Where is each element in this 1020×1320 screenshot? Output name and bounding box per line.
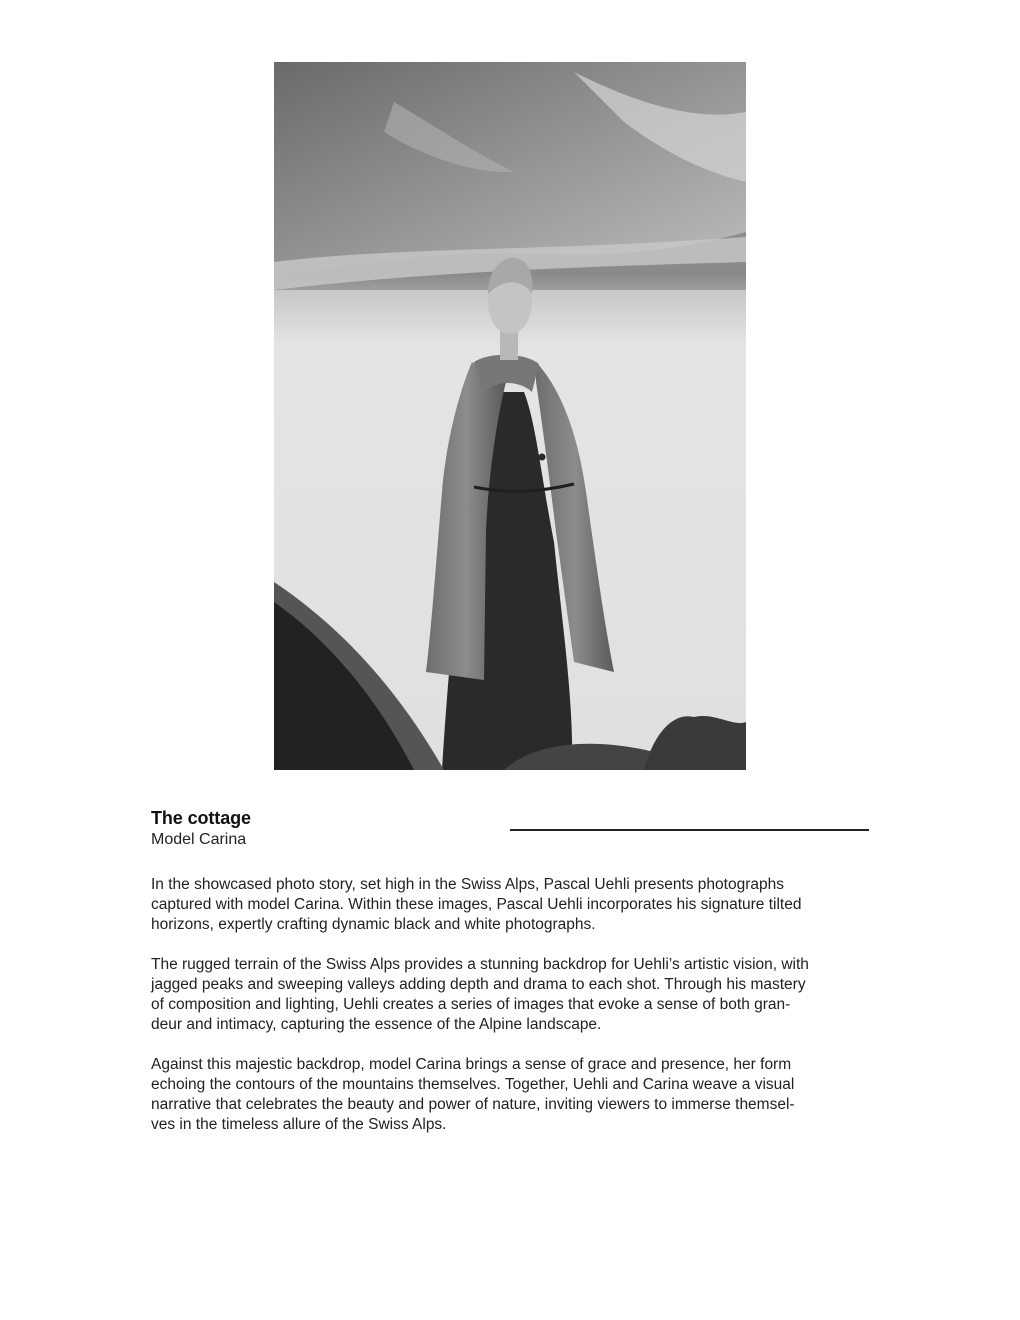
story-title: The cottage: [151, 808, 251, 828]
paragraph-line: deur and intimacy, capturing the essence of the Alpine landscape.: [151, 1016, 602, 1033]
paragraph-line: horizons, expertly crafting dynamic black and white photographs.: [151, 916, 596, 933]
title-divider-line: [510, 829, 869, 831]
story-subtitle: Model Carina: [151, 831, 247, 848]
paragraph-1: [151, 875, 871, 935]
paragraph-line: Against this majestic backdrop, model Carina brings a sense of grace and presence, her form: [151, 1056, 792, 1073]
paragraph-line: captured with model Carina. Within these images, Pascal Uehli incorporates his signature tilted: [151, 896, 802, 913]
paragraph-line: echoing the contours of the mountains themselves. Together, Uehli and Carina weave a visual: [151, 1076, 795, 1093]
paragraph-line: jagged peaks and sweeping valleys adding depth and drama to each shot. Through his mastery: [151, 976, 806, 993]
paragraph-2: [151, 955, 871, 1035]
paragraph-line: ves in the timeless allure of the Swiss Alps.: [151, 1116, 447, 1133]
story-body: [151, 875, 871, 1155]
paragraph-line: narrative that celebrates the beauty and power of nature, inviting viewers to immerse themsel-: [151, 1096, 795, 1113]
paragraph-line: In the showcased photo story, set high in the Swiss Alps, Pascal Uehli presents photographs: [151, 876, 784, 893]
paragraph-3: [151, 1055, 871, 1135]
paragraph-line: of composition and lighting, Uehli creates a series of images that evoke a sense of both gran-: [151, 996, 791, 1013]
hero-photo: [274, 62, 746, 770]
paragraph-line: The rugged terrain of the Swiss Alps provides a stunning backdrop for Uehli’s artistic vision, with: [151, 956, 809, 973]
